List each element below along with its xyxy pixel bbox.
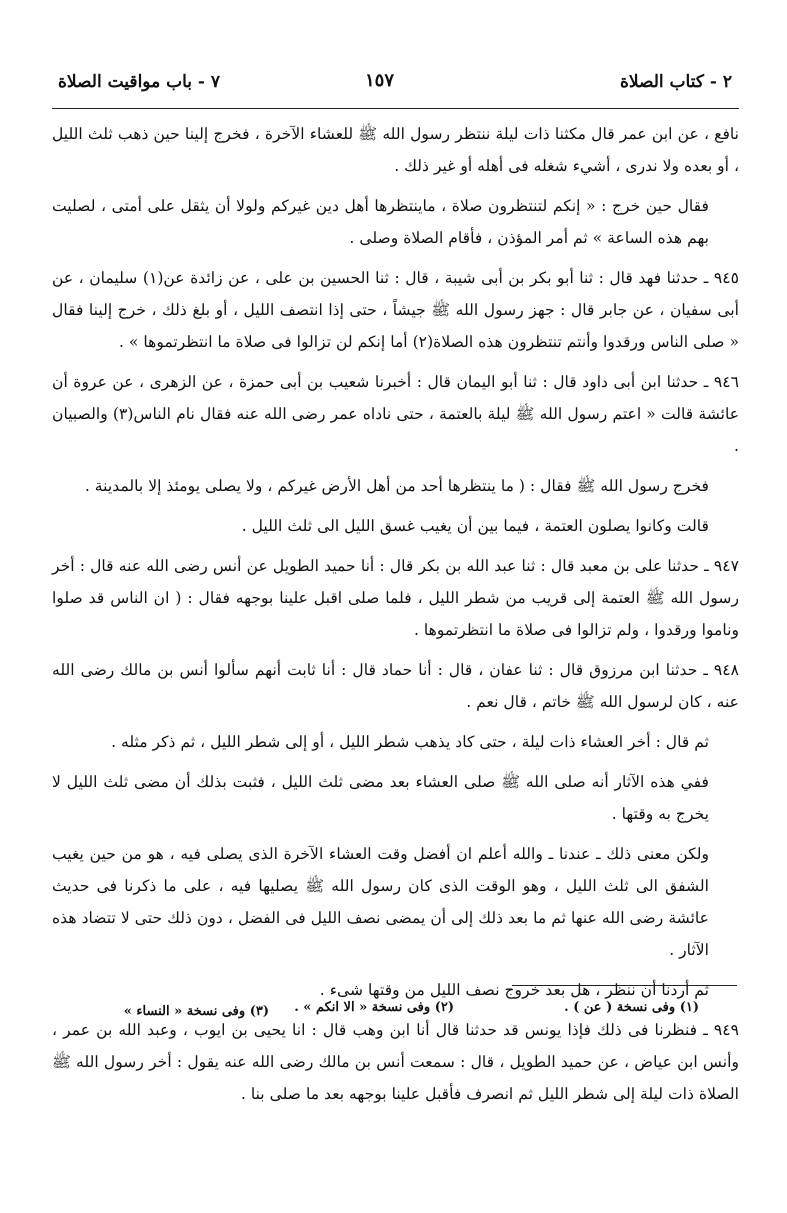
running-header-book: ٢ - كتاب الصلاة	[619, 72, 732, 92]
hadith-948: ٩٤٨ ـ حدثنا ابن مرزوق قال : ثنا عفان ، قال : أنا حماد قال : أنا ثابت أنهم سألوا أنس بن مالك رضى الله عنه ، كان لرسول الله ﷺ خاتم ، قال نعم .	[52, 661, 739, 711]
hadith-949: ٩٤٩ ـ فنظرنا فى ذلك فإذا يونس قد حدثنا قال أنا ابن وهب قال : انا يحيى بن ايوب ، وعبد الله بن عمر ، وأنس ابن عياض ، عن حميد الطويل ، قال : سمعت أنس بن مالك رضى الله عنه يقول : أخر رسول الله ﷺ الصلاة ذات ليلة إلى شطر الليل ثم انصرف فأقبل علينا بوجهه بعد ما صلى بنا .	[52, 1021, 739, 1103]
paragraph-948-b: ثم قال : أخر العشاء ذات ليلة ، حتى كاد يذهب شطر الليل ، أو إلى شطر الليل ، ثم ذكر مثله .	[111, 733, 709, 751]
page-number: ١٥٧	[365, 70, 395, 91]
paragraph-946-b: فخرج رسول الله ﷺ فقال : ( ما ينتظرها أحد من أهل الأرض غيركم ، ولا يصلى يومئذ إلا بالمدينة .	[84, 477, 709, 495]
paragraph-commentary-1: ففي هذه الآثار أنه صلى الله ﷺ صلى العشاء بعد مضى ثلث الليل ، فثبت بذلك أن مضى ثلث الليل لا يخرج به وقتها .	[52, 773, 709, 823]
header-rule	[52, 108, 739, 109]
footnote-1: (١) وفى نسخة ( عن ) .	[564, 1000, 699, 1015]
hadith-945: ٩٤٥ ـ حدثنا فهد قال : ثنا أبو بكر بن أبى شيبة ، قال : ثنا الحسين بن على ، عن زائدة عن(١) سليمان ، عن أبى سفيان ، عن جابر قال : جهز رسول الله ﷺ جيشاً ، حتى إذا انتصف الليل ، أو بلغ ذلك ، خرج إلينا فقال « صلى الناس ورقدوا وأنتم تنتظرون هذه الصلاة(٢) أما إنكم لن تزالوا فى صلاة ما انتظرتموها » .	[52, 269, 740, 351]
running-header-chapter: ٧ - باب مواقيت الصلاة	[58, 72, 221, 92]
paragraph-946-c: قالت وكانوا يصلون العتمة ، فيما بين أن يغيب غسق الليل الى ثلث الليل .	[241, 517, 709, 535]
page-body	[52, 118, 739, 1118]
paragraph-prophet-saying: فقال حين خرج : « إنكم لتنتظرون صلاة ، ماينتظرها أهل دين غيركم ولولا أن يثقل على أمتى ، لصليت بهم هذه الساعة » ثم أمر المؤذن ، فأقام الصلاة وصلى .	[52, 197, 709, 247]
paragraph-commentary-2: ولكن معنى ذلك ـ عندنا ـ والله أعلم ان أفضل وقت العشاء الآخرة الذى يصلى فيه ، هو من حين يغيب الشفق الى ثلث الليل ، وهو الوقت الذى كان رسول الله ﷺ يصليها فيه ، على ما ذكرنا فى حديث عائشة رضى الله عنها ثم ما بعد ذلك إلى أن يمضى نصف الليل فى الفضل ، دون ذلك حتى لا تتضاد هذه الآثار .	[52, 845, 709, 959]
footnote-2: (٢) وفى نسخة « الا انكم » .	[294, 1000, 454, 1015]
footnote-3: (٣) وفى نسخة « النساء »	[123, 1004, 269, 1019]
hadith-947: ٩٤٧ ـ حدثنا على بن معبد قال : ثنا عبد الله بن بكر قال : أنا حميد الطويل عن أنس رضى الله عنه قال : أخر رسول الله ﷺ العتمة إلى قريب من شطر الليل ، فلما صلى اقبل علينا بوجهه فقال : ( ان الناس قد صلوا وناموا ورقدوا ، ولم تزالوا فى صلاة ما انتظرتموها .	[52, 557, 739, 639]
paragraph-commentary-3: ثم أردنا أن ننظر ، هل بعد خروج نصف الليل من وقتها شىء .	[319, 981, 709, 999]
hadith-946: ٩٤٦ ـ حدثنا ابن أبى داود قال : ثنا أبو اليمان قال : أخبرنا شعيب بن أبى حمزة ، عن الزهرى ، عن عروة أن عائشة قالت « اعتم رسول الله ﷺ ليلة بالعتمة ، حتى ناداه عمر رضى الله عنه فقال نام الناس(٣) والصبيان .	[52, 373, 740, 455]
paragraph-continuation: نافع ، عن ابن عمر قال مكثنا ذات ليلة ننتظر رسول الله ﷺ للعشاء الآخرة ، فخرج إلينا حين ذهب ثلث الليل ، أو بعده ولا ندرى ، أشيء شغله فى أهله أو غير ذلك .	[52, 125, 739, 175]
footnote-rule	[512, 985, 737, 986]
footnotes	[52, 1000, 739, 1024]
